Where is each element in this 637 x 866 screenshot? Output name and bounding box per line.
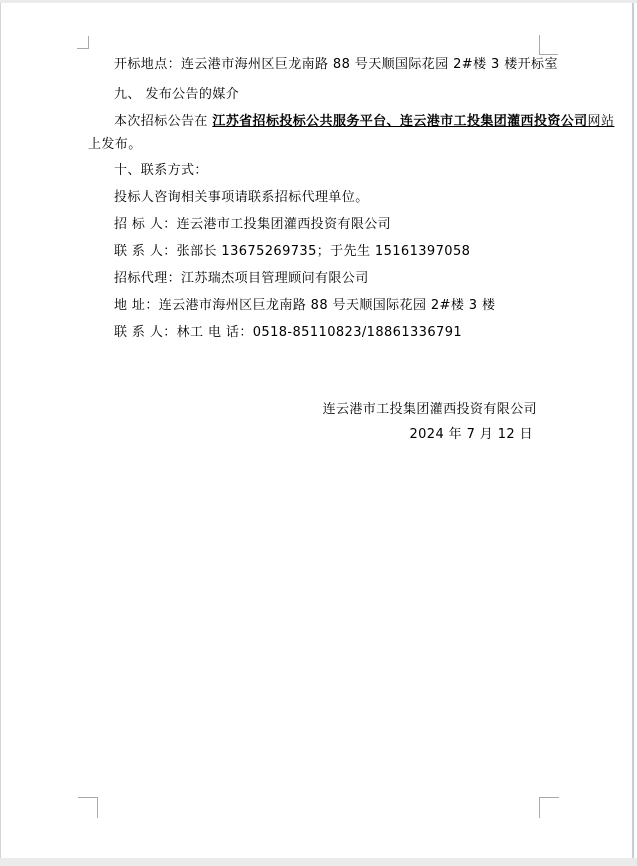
margin-crop-mark-top-right xyxy=(539,35,558,55)
doc-line-agency xyxy=(88,271,566,287)
doc-line-bid-opening-location xyxy=(88,57,566,73)
doc-line-tenderee-contacts xyxy=(88,244,566,260)
page-edge-left xyxy=(0,3,1,858)
doc-text-segment: 招标代理：江苏瑞杰项目管理顾问有限公司 xyxy=(114,271,369,286)
document-text-area xyxy=(88,0,615,820)
signature-date: 2024 年 7 月 12 日 xyxy=(409,427,533,442)
doc-text-segment: 开标地点：连云港市海州区巨龙南路 88 号天顺国际花园 2#楼 3 楼开标室 xyxy=(114,57,558,72)
doc-line-announcement-media xyxy=(88,114,615,130)
doc-text-segment: 投标人咨询相关事项请联系招标代理单位。 xyxy=(114,190,369,205)
doc-text-segment: 地 址：连云港市海州区巨龙南路 88 号天顺国际花园 2#楼 3 楼 xyxy=(114,298,496,313)
signature-company: 连云港市工投集团灌西投资有限公司 xyxy=(322,402,537,417)
doc-text-segment: 联 系 人：林工 电 话：0518-85110823/18861336791 xyxy=(114,325,463,340)
page-edge-bottom xyxy=(0,858,637,866)
doc-text-segment: 本次招标公告在 xyxy=(114,114,213,129)
doc-line-agency-address xyxy=(88,298,566,314)
doc-line-section-10-heading xyxy=(88,163,566,179)
doc-text-segment: 江苏省招标投标公共服务平台、连云港市工投集团灌西投资公司 xyxy=(212,114,588,129)
doc-text-segment: 上发布。 xyxy=(88,137,142,152)
doc-line-contact-note xyxy=(88,190,566,206)
doc-text-segment: 招 标 人：连云港市工投集团灌西投资有限公司 xyxy=(114,217,392,232)
doc-line-announcement-media-continued xyxy=(88,137,540,153)
margin-crop-mark-bottom-right xyxy=(539,797,559,818)
doc-line-agency-contact xyxy=(88,325,566,341)
doc-text-segment: 九、 发布公告的媒介 xyxy=(114,87,240,102)
doc-line-section-9-heading xyxy=(88,87,566,103)
page-edge-right xyxy=(632,3,634,858)
doc-text-segment: 网站 xyxy=(587,114,615,129)
doc-text-segment: 联 系 人：张部长 13675269735；于先生 15161397058 xyxy=(114,244,471,259)
doc-text-segment: 十、联系方式： xyxy=(114,163,208,178)
doc-line-tenderee xyxy=(88,217,566,233)
